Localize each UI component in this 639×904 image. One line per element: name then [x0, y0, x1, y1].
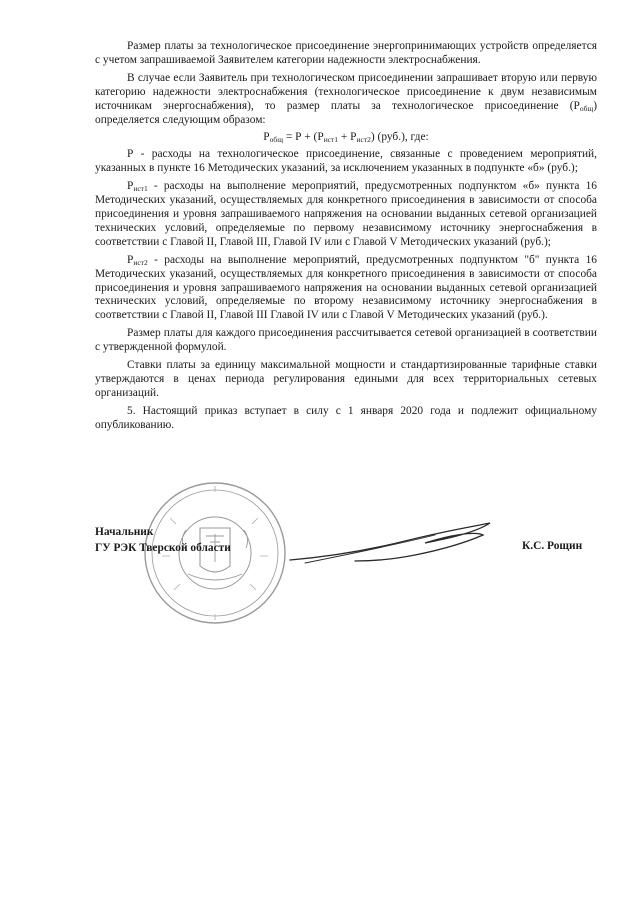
paragraph-rates: Ставки платы за единицу максимальной мощности и стандартизированные тарифные ставки утверждаются в ценах периода регулирования едиными для всех территориальных сетевых организаций.	[95, 359, 597, 399]
handwritten-signature	[285, 505, 495, 575]
paragraph-p-ist2-definition: $Р_{ист2}$ - расходы на выполнение мероприятий, предусмотренных подпунктом "б" пункта 16 Методических указаний, осуществляемых для конкретного присоединения в зависимости от способа присоединения и уровня запрашиваемого напряжения на основании выданных сетевой организацией технических условий, определяемые по второму независимому источнику энергоснабжения в соответствии с Главой II, Главой III Главой IV или с Главой V Методических указаний (руб.).	[95, 253, 597, 322]
document-body	[95, 40, 597, 437]
paragraph-p-definition: Р - расходы на технологическое присоединение, связанные с проведением мероприятий, указанных в пункте 16 Методических указаний, за исключением указанных в подпункте «б» (руб.);	[95, 148, 597, 175]
paragraph-effective-date: 5. Настоящий приказ вступает в силу с 1 января 2020 года и подлежит официальному опубликованию.	[95, 404, 597, 431]
formula: $Р_{общ} = Р + (Р_{ист1} + Р_{ист2})$ (руб.), где:	[263, 131, 429, 145]
paragraph-second-category: В случае если Заявитель при технологическом присоединении запрашивает вторую или первую категорию надежности электроснабжения (технологическое присоединение к двум независимым источникам энергоснабжения), то размер платы за технологическое присоединение $(Р_{общ})$ определяется следующим образом:	[95, 71, 597, 126]
position-title: Начальник	[95, 526, 154, 538]
signatory-position	[95, 524, 231, 556]
paragraph-fee-calculation: Размер платы для каждого присоединения рассчитывается сетевой организацией в соответствии с утвержденной формулой.	[95, 327, 597, 354]
organization-name: ГУ РЭК Тверской области	[95, 542, 231, 554]
signatory-name: К.С. Рощин	[522, 540, 583, 552]
paragraph-category-reliability: Размер платы за технологическое присоединение энергопринимающих устройств определяется с учетом запрашиваемой Заявителем категории надежности электроснабжения.	[95, 40, 597, 66]
paragraph-p-ist1-definition: $Р_{ист1}$ - расходы на выполнение мероприятий, предусмотренных подпунктом «б» пункта 16 Методических указаний, осуществляемых для конкретного присоединения в зависимости от способа присоединения и уровня запрашиваемого напряжения на основании выданных сетевой организацией технических условий, определяемые по первому независимому источнику энергоснабжения в соответствии с Главой II, Главой III, Главой IV или с Главой V Методических указаний (руб.);	[95, 180, 597, 248]
